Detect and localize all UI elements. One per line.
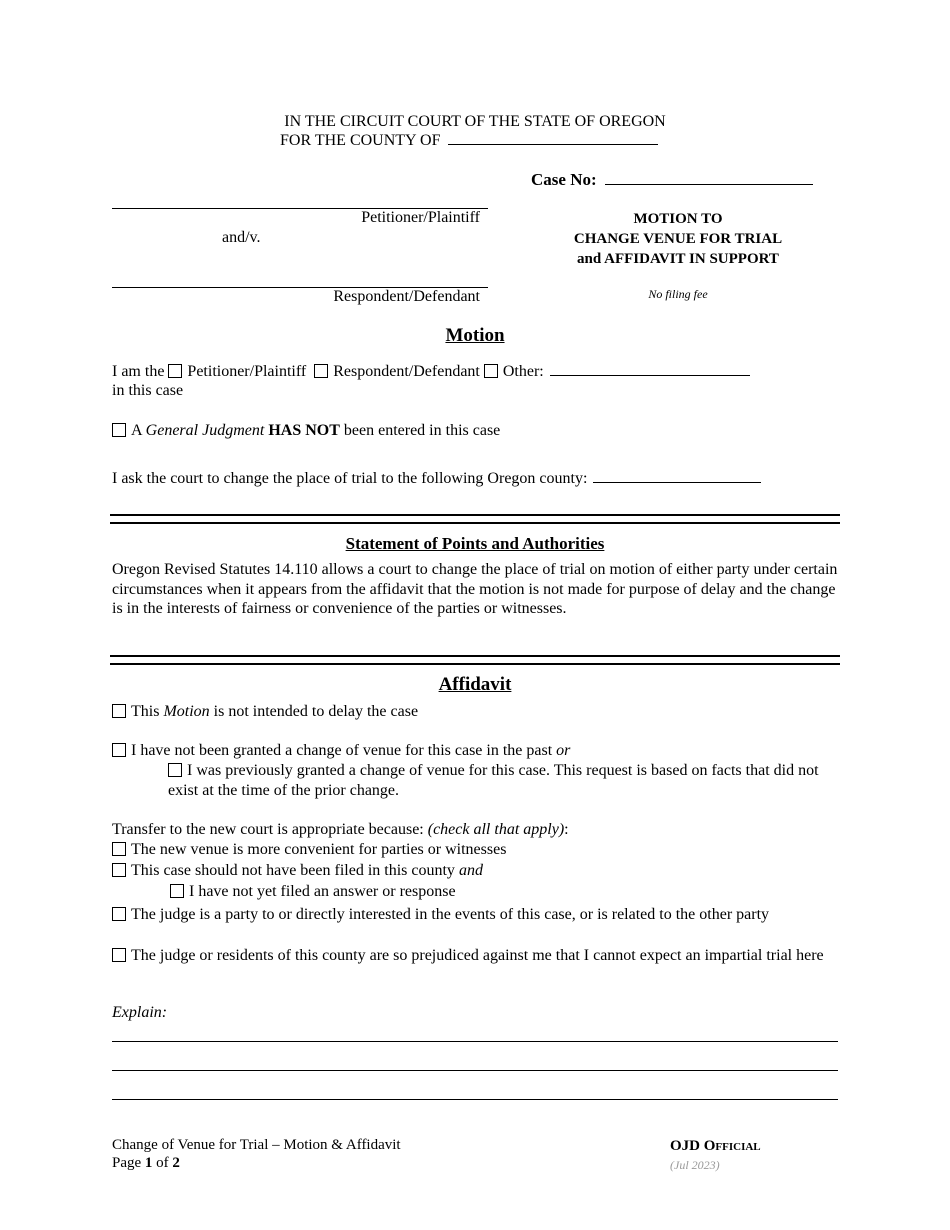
explain-line[interactable]: [112, 1041, 838, 1042]
judgment-a: A: [131, 422, 142, 439]
page-word: Page: [112, 1155, 142, 1171]
in-this-case-label: in this case: [112, 382, 184, 399]
form-title-line3: and AFFIDAVIT IN SUPPORT: [577, 251, 779, 267]
section-divider: [110, 655, 840, 665]
form-revision-date: (Jul 2023): [670, 1158, 720, 1172]
reason-prejudiced-checkbox[interactable]: [112, 948, 126, 962]
not-granted-label: I have not been granted a change of venue for this case in the past: [131, 742, 553, 759]
other-field[interactable]: [550, 375, 750, 376]
delay-post: is not intended to delay the case: [213, 703, 419, 720]
judgment-bold: HAS NOT: [268, 422, 340, 439]
ask-text: I ask the court to change the place of trial to the following Oregon county:: [112, 470, 588, 487]
case-no-field[interactable]: [605, 184, 813, 185]
page-total: 2: [172, 1155, 180, 1171]
other-option-label: Other:: [502, 363, 544, 380]
judgment-rest: been entered in this case: [343, 422, 501, 439]
footer-page-number: [112, 1154, 401, 1172]
respondent-label: Respondent/Defendant: [333, 288, 480, 305]
points-heading: Statement of Points and Authorities: [345, 534, 605, 553]
reason-convenient-checkbox[interactable]: [112, 842, 126, 856]
petitioner-label: Petitioner/Plaintiff: [361, 209, 480, 226]
reason-not-filed-label: This case should not have been filed in this county: [131, 862, 455, 879]
previously-granted-checkbox[interactable]: [168, 763, 182, 777]
court-heading-line2: FOR THE COUNTY OF: [280, 132, 441, 149]
not-granted-checkbox[interactable]: [112, 743, 126, 757]
delay-italic: Motion: [163, 703, 210, 720]
case-no-label: Case No:: [531, 170, 597, 189]
explain-line[interactable]: [112, 1099, 838, 1100]
reason-judge-party-label: The judge is a party to or directly interested in the events of this case, or is related to the other party: [131, 906, 770, 923]
respondent-checkbox[interactable]: [314, 364, 328, 378]
page-current: 1: [144, 1155, 153, 1171]
form-title-line2: CHANGE VENUE FOR TRIAL: [573, 231, 783, 247]
reason-no-answer-label: I have not yet filed an answer or response: [189, 883, 456, 900]
reason-prejudiced-label: The judge or residents of this county are so prejudiced against me that I cannot expect an impartial trial here: [131, 947, 824, 964]
delay-pre: This: [131, 703, 160, 720]
explain-label: Explain:: [112, 1004, 168, 1021]
form-title-block: [518, 209, 838, 269]
county-field[interactable]: [448, 144, 658, 145]
form-title-line1: MOTION TO: [633, 211, 723, 227]
reason-judge-party-checkbox[interactable]: [112, 907, 126, 921]
ojd-official-label: OJD Official: [670, 1138, 761, 1154]
not-delay-checkbox[interactable]: [112, 704, 126, 718]
reason-convenient-label: The new venue is more convenient for parties or witnesses: [131, 841, 507, 858]
section-divider: [110, 514, 840, 524]
check-all-note: (check all that apply): [427, 821, 565, 838]
reason-not-filed-checkbox[interactable]: [112, 863, 126, 877]
motion-heading: Motion: [445, 325, 505, 346]
petitioner-checkbox[interactable]: [168, 364, 182, 378]
other-checkbox[interactable]: [484, 364, 498, 378]
petitioner-option-label: Petitioner/Plaintiff: [187, 363, 307, 380]
points-body: Oregon Revised Statutes 14.110 allows a court to change the place of trial on motion of either party under certain circumstances when it appears from the affidavit that the motion is not made for purpose of delay and the change is in the interests of fairness or convenience of the parties or witnesses.: [112, 561, 838, 618]
general-judgment-checkbox[interactable]: [112, 423, 126, 437]
and-v-label: and/v.: [222, 229, 261, 246]
transfer-label: Transfer to the new court is appropriate because:: [112, 821, 424, 838]
explain-line[interactable]: [112, 1070, 838, 1071]
new-county-field[interactable]: [593, 482, 761, 483]
previously-granted-label: I was previously granted a change of venue for this case. This request is based on facts that did not exist at the time of the prior change.: [168, 762, 819, 799]
transfer-colon: :: [564, 821, 569, 838]
footer-form-title: Change of Venue for Trial – Motion & Affidavit: [112, 1137, 401, 1153]
reason-no-answer-checkbox[interactable]: [170, 884, 184, 898]
filing-fee-note: No filing fee: [648, 287, 708, 301]
i-am-the-label: I am the: [112, 363, 165, 380]
respondent-option-label: Respondent/Defendant: [333, 363, 480, 380]
court-heading-line1: IN THE CIRCUIT COURT OF THE STATE OF OREGON: [284, 113, 666, 130]
or-label: or: [556, 742, 571, 759]
and-label: and: [458, 862, 483, 879]
judgment-italic: General Judgment: [145, 422, 265, 439]
affidavit-heading: Affidavit: [438, 674, 512, 695]
of-word: of: [156, 1155, 169, 1171]
